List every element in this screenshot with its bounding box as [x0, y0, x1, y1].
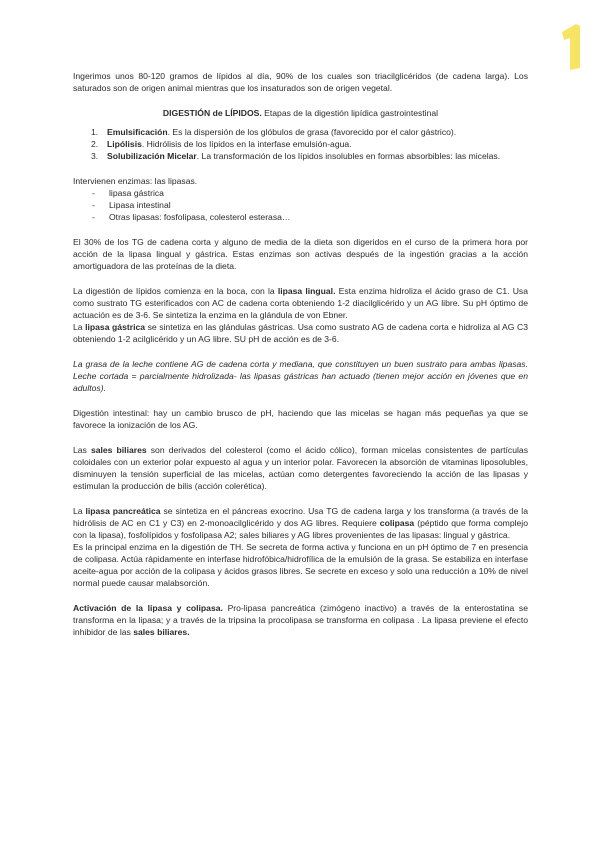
dash-bullet: - [92, 212, 95, 222]
pancreatic-post: (péptido que forma complejo con la lipasa), fosfolípidos y fosfolipasa A2; sales biliares y AG libres provenientes de las lipasas: lingual y gástrica. [73, 518, 528, 540]
stage-item [73, 138, 528, 150]
stage-term: Solubilización Micelar [107, 151, 197, 161]
bile-salts-paragraph [73, 444, 528, 492]
activation-mid: Pro-lipasa pancreática (zimógeno inactivo) a través de la enterostatina se transforma en la lipasa; y a través de la tripsina la procolipasa se transforma en colipasa . La lipasa previene el efecto inhibidor de las [73, 603, 528, 637]
stage-term: Lipólisis [107, 139, 142, 149]
gastric-post: se sintetiza en las glándulas gástricas. Usa como sustrato AG de cadena corta e hidroliza al AG C3 obteniendo 1-2 acilglicérido y un AG libre. SU pH de acción es de 3-6. [73, 322, 528, 344]
intestinal-paragraph: Digestión intestinal: hay un cambio brusco de pH, haciendo que las micelas se hagan más pequeñas ya que se favorece la ionización de los AG. [73, 408, 528, 430]
dash-bullet: - [92, 200, 95, 210]
intro-paragraph: Ingerimos unos 80-120 gramos de lípidos al día, 90% de los cuales son triacilglicéridos (de cadena larga). Los saturados son de origen animal mientras que los insaturados son de origen vegetal. [73, 71, 528, 93]
pancreatic-mid: se sintetiza en el páncreas exocrino. Usa TG de cadena larga y los transforma (a través de la hidrólisis de AC en C1 y C3) en 2-monoacilglicérido y dos AG libres. Requiere [73, 506, 528, 528]
milk-note [73, 358, 528, 394]
gastric-lipase-paragraph [73, 321, 528, 345]
stage-number: 2. [91, 139, 99, 149]
lingual-post: Esta enzima hidroliza el ácido graso de C1. Usa como sustrato TG esterificados con AC de cadena corta obteniendo 1-2 diacilglicérido y un AG libre. Su pH óptimo de actuación es de 3-6. Se sintetiza la enzima en la glándula de von Ebner. [73, 286, 528, 320]
bile-pre: Las [73, 445, 91, 455]
digestion-heading-subtitle: Etapas de la digestión lipídica gastrointestinal [264, 108, 439, 118]
pancreatic-extra-paragraph: Es la principal enzima en la digestión de TH. Se secreta de forma activa y funciona en un pH óptimo de 7 en presencia de colipasa. Actúa rápidamente en interfase hidrofóbica/hidrofílica de la emulsión de la grasa. Se estabiliza en interfase aceite-agua por acción de la colipasa y ácidos grasos libres. Se secrete en exceso y solo una reducción a 10% de nivel normal puede causar malabsorción. [73, 542, 528, 588]
stages-list [73, 126, 528, 162]
stage-text: . La transformación de los lípidos insolubles en formas absorbibles: las micelas. [196, 151, 501, 161]
lingual-pre: La digestión de lípidos comienza en la boca, con la [73, 286, 278, 296]
enzymes-intro: Intervienen enzimas: las lipasas. [73, 176, 198, 186]
enzyme-item [73, 211, 528, 223]
stage-number: 1. [91, 127, 99, 137]
stage-number: 3. [91, 151, 99, 161]
stage-term: Emulsificación [107, 127, 168, 137]
bile-post: son derivados del colesterol (como el ácido cólico), forman micelas consistentes de partículas coloidales con un exterior polar expuesto al agua y un interior polar. Favorecen la absorción de vitaminas liposolubles, disminuyen la tensión superficial de las micelas, actúan como detergentes favoreciendo la acción de las lipasas y estimulan la producción de bilis (acción colerética). [73, 445, 528, 491]
pancreatic-term: lipasa pancreática [85, 506, 161, 516]
document-body [73, 70, 528, 638]
activation-bile-term: sales biliares. [133, 627, 190, 637]
dash-bullet: - [92, 188, 95, 198]
digestion-heading-title: DIGESTIÓN de LÍPIDOS. [162, 108, 262, 118]
colipasa-term: colipasa [379, 518, 415, 528]
tg-paragraph: El 30% de los TG de cadena corta y alguno de media de la dieta son digeridos en el curso de la primera hora por acción de la lipasa lingual y gástrica. Estas enzimas son activas después de la ingestión gracias a la acción amortiguadora de las proteínas de la dieta. [73, 237, 528, 271]
bile-term: sales biliares [90, 445, 147, 455]
enzyme-item [73, 199, 528, 211]
gastric-term: lipasa gástrica [85, 322, 146, 332]
enzyme-item [73, 187, 528, 199]
enzyme-label: lipasa gástrica [109, 188, 164, 198]
activation-term: Activación de la lipasa y colipasa. [73, 603, 223, 613]
lingual-term: lipasa lingual. [277, 286, 336, 296]
stage-item [73, 126, 528, 138]
enzyme-label: Lipasa intestinal [109, 200, 171, 210]
gastric-pre: La [73, 322, 86, 332]
digestion-heading [73, 107, 528, 119]
activation-paragraph [73, 602, 528, 638]
lingual-lipase-paragraph [73, 285, 528, 321]
stage-text: . Hidrólisis de los lípidos en la interfase emulsión-agua. [141, 139, 352, 149]
pancreatic-lipase-paragraph [73, 505, 528, 541]
enzymes-list [73, 187, 528, 223]
stage-text: . Es la dispersión de los glóbulos de grasa (favorecido por el calor gástrico). [167, 127, 457, 137]
milk-note-text: La grasa de la leche contiene AG de cadena corta y mediana, que constituyen un buen sustrato para ambas lipasas. Leche cortada = parcialmente hidrolizada- las lipasas gástricas han actuado (tienen mejor acción en jóvenes que en adultos). [73, 359, 528, 393]
enzyme-label: Otras lipasas: fosfolipasa, colesterol esterasa… [109, 212, 291, 222]
stage-item [73, 150, 528, 162]
logo-shape [562, 24, 580, 70]
brand-logo-icon [556, 22, 590, 74]
pancreatic-pre: La [73, 506, 86, 516]
